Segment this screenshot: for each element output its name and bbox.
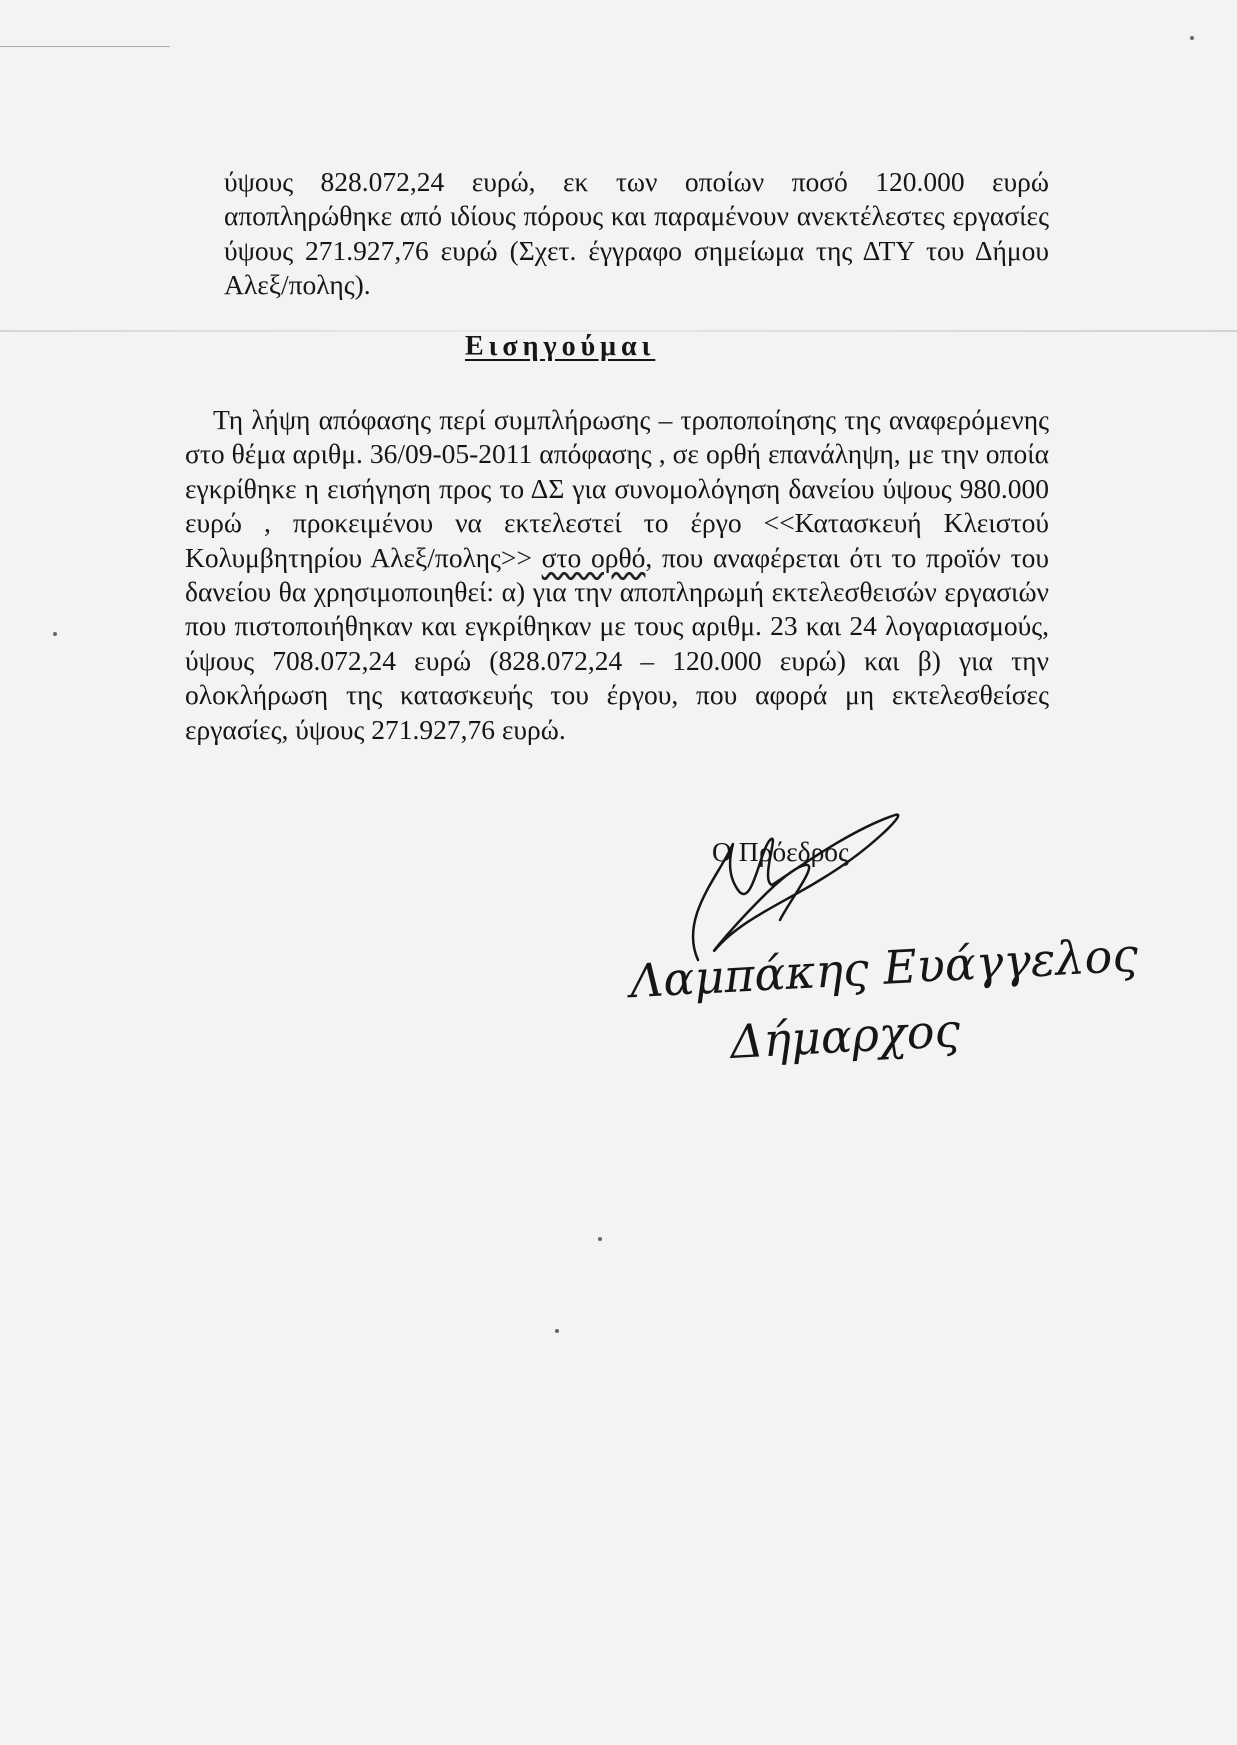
underlined-phrase: στο ορθό xyxy=(541,541,646,573)
handwritten-title: Δήμαρχος xyxy=(728,1002,962,1069)
handwritten-signatory xyxy=(625,925,1140,1080)
scan-speck xyxy=(1190,36,1194,40)
recommendation-text-start: Τη λήψη απόφασης περί συμπλήρωσης – τροποποίησης της αναφερόμενης στο θέμα αριθμ. 36/09-05-2011 απόφασης , σε ορθή επανάληψη, με την οποία εγκρίθηκε η εισήγηση προς το ΔΣ για συνομολόγηση δανείου ύψους 980.000 ευρώ , προκειμένου να εκτελεστεί το έργο <<Κατασκευή Κλειστού Κολυμβητηρίου Αλεξ/πολης>> xyxy=(185,404,1049,573)
handwritten-name: Λαμπάκης Ευάγγελος xyxy=(628,927,1140,1009)
recommendation-heading: Εισηγούμαι xyxy=(465,331,656,362)
scan-speck xyxy=(555,1329,559,1333)
recommendation-paragraph xyxy=(185,403,1049,747)
president-label: Ο Πρόεδρος xyxy=(712,836,849,867)
scan-edge-line xyxy=(0,46,170,47)
intro-paragraph: ύψους 828.072,24 ευρώ, εκ των οποίων ποσό 120.000 ευρώ αποπληρώθηκε από ιδίους πόρους και παραμένουν ανεκτέλεστες εργασίες ύψους 271.927,76 ευρώ (Σχετ. έγγραφο σημείωμα της ΔΤΥ του Δήμου Αλεξ/πολης). xyxy=(224,166,1049,301)
recommendation-text-end: , που αναφέρεται ότι το προϊόν του δανείου θα χρησιμοποιηθεί: α) για την αποπληρωμή εκτελεσθεισών εργασιών που πιστοποιήθηκαν και εγκρίθηκαν με τους αριθμ. 23 και 24 λογαριασμούς, ύψους 708.072,24 ευρώ (828.072,24 – 120.000 ευρώ) και β) για την ολοκλήρωση της κατασκευής του έργου, που αφορά μη εκτελεσθείσες εργασίες, ύψους 271.927,76 ευρώ. xyxy=(185,541,1049,745)
scan-speck xyxy=(598,1237,602,1241)
scan-speck xyxy=(53,632,57,636)
